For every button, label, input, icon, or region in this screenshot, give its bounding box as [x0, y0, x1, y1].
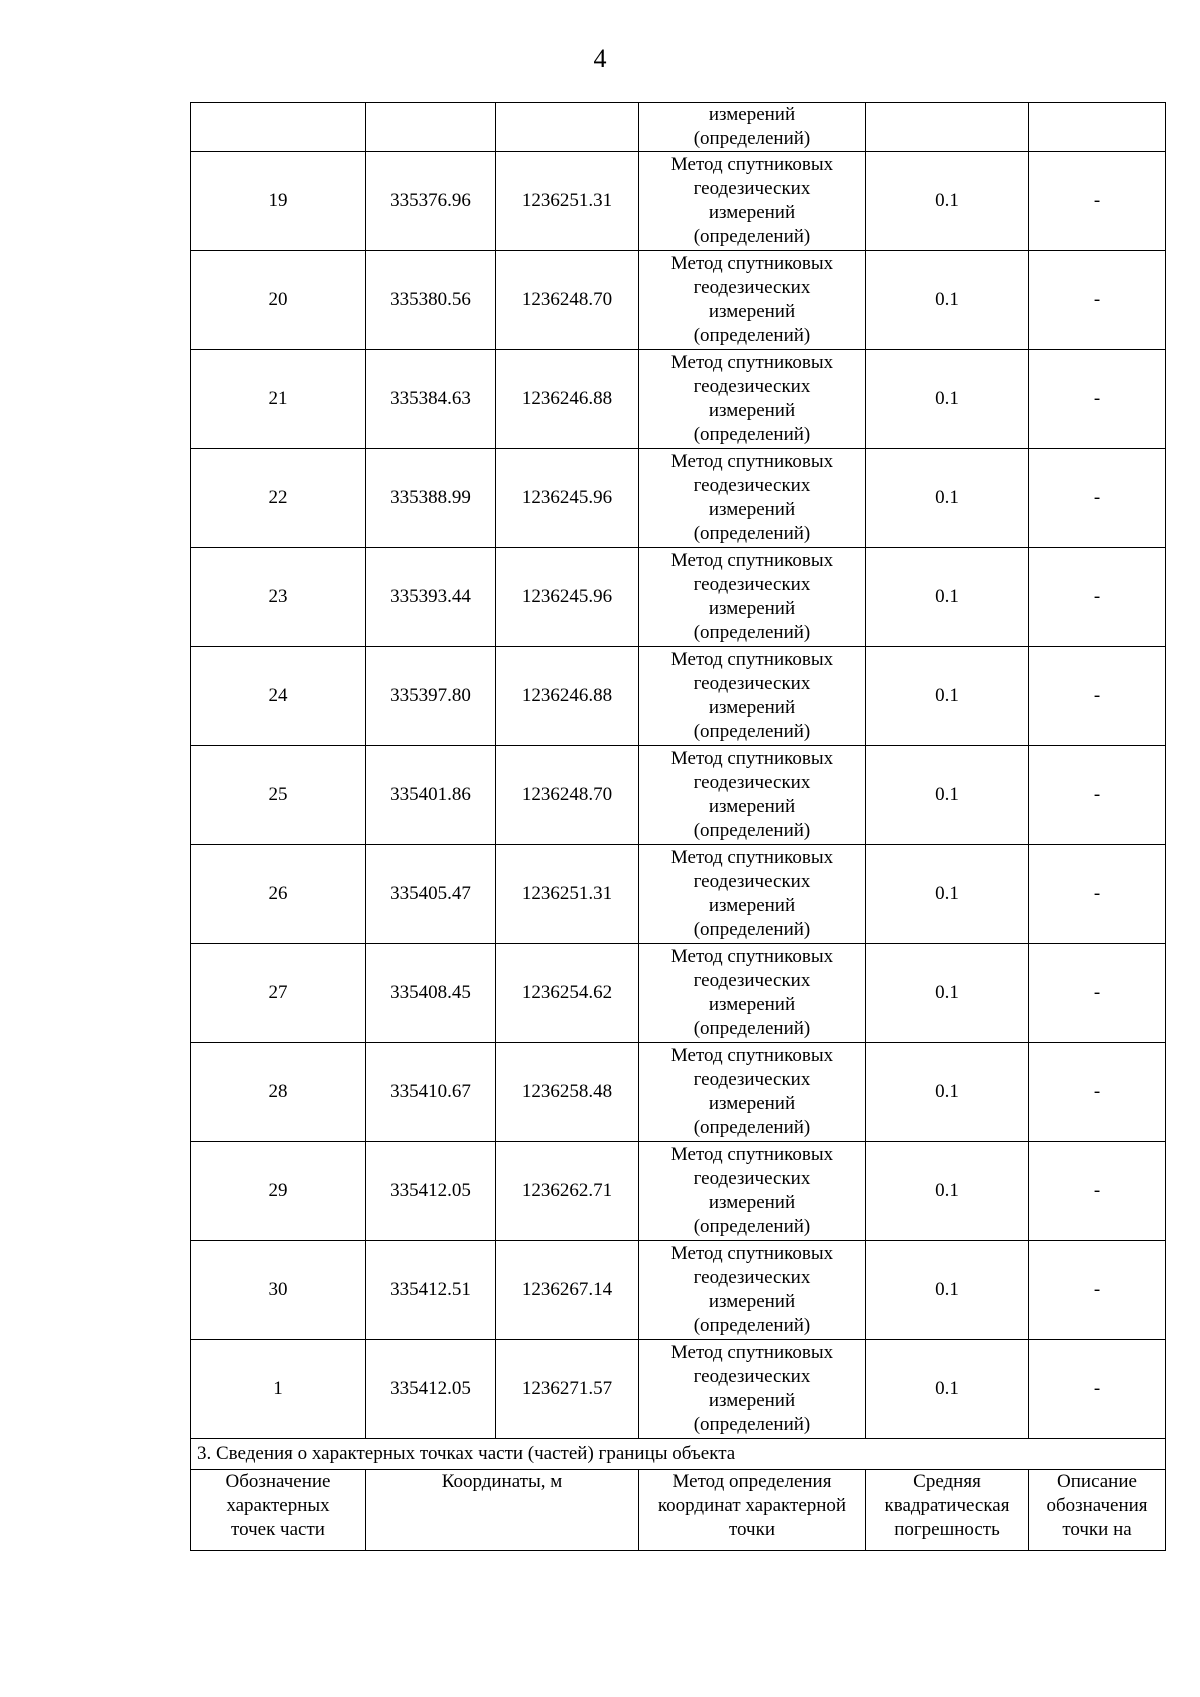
method-line: (определений): [693, 1315, 811, 1336]
method-line: геодезических: [693, 1168, 811, 1189]
header-error: [866, 1470, 1029, 1551]
table-row: [191, 350, 1166, 449]
cell-method: [639, 1241, 866, 1340]
cell-x: 335393.44: [366, 548, 496, 647]
cell-x: 335412.51: [366, 1241, 496, 1340]
method-line: измерений: [708, 104, 796, 125]
table-row: [191, 1340, 1166, 1439]
method-line: (определений): [693, 721, 811, 742]
table-row: [191, 251, 1166, 350]
header-line: погрешность: [894, 1519, 1000, 1540]
method-line: измерений: [708, 697, 796, 718]
table-row: [191, 152, 1166, 251]
method-line: геодезических: [693, 178, 811, 199]
cell-x: 335380.56: [366, 251, 496, 350]
method-line: (определений): [693, 1414, 811, 1435]
cell-error: 0.1: [866, 1043, 1029, 1142]
cell-method: [639, 845, 866, 944]
cell-number: 28: [191, 1043, 366, 1142]
method-line: Метод спутниковых: [670, 1342, 834, 1363]
method-line: измерений: [708, 1291, 796, 1312]
method-line: геодезических: [693, 970, 811, 991]
cell-x: 335397.80: [366, 647, 496, 746]
cell-y: 1236262.71: [496, 1142, 639, 1241]
table-row: [191, 548, 1166, 647]
method-line: (определений): [693, 128, 811, 149]
table-row: [191, 1241, 1166, 1340]
cell-number: 27: [191, 944, 366, 1043]
cell-method: [639, 1340, 866, 1439]
cell-number: 30: [191, 1241, 366, 1340]
header-line: обозначения: [1046, 1495, 1148, 1516]
cell-number: 21: [191, 350, 366, 449]
cell-description: -: [1029, 449, 1166, 548]
method-line: геодезических: [693, 871, 811, 892]
table-row-continued: [191, 103, 1166, 152]
header-designation: [191, 1470, 366, 1551]
header-line: точки на: [1062, 1519, 1132, 1540]
cell-x: 335384.63: [366, 350, 496, 449]
cell-number: 1: [191, 1340, 366, 1439]
method-line: измерений: [708, 301, 796, 322]
cell-error: 0.1: [866, 1241, 1029, 1340]
cell-description: -: [1029, 944, 1166, 1043]
cell-y: 1236245.96: [496, 449, 639, 548]
cell-method: [639, 350, 866, 449]
table-row: [191, 944, 1166, 1043]
method-line: Метод спутниковых: [670, 946, 834, 967]
method-line: геодезических: [693, 1069, 811, 1090]
cell-x: 335376.96: [366, 152, 496, 251]
method-line: Метод спутниковых: [670, 550, 834, 571]
cell-y: 1236271.57: [496, 1340, 639, 1439]
header-line: Координаты, м: [441, 1471, 563, 1492]
method-line: (определений): [693, 1216, 811, 1237]
header-line: точек части: [231, 1519, 325, 1540]
method-line: измерений: [708, 994, 796, 1015]
table-row: [191, 845, 1166, 944]
cell-x: 335412.05: [366, 1142, 496, 1241]
cell-error: [866, 103, 1029, 152]
method-line: измерений: [708, 400, 796, 421]
coordinates-table: [190, 102, 1166, 1551]
cell-y: 1236246.88: [496, 350, 639, 449]
cell-description: -: [1029, 746, 1166, 845]
section-3-header-row: [191, 1470, 1166, 1551]
method-line: геодезических: [693, 1366, 811, 1387]
cell-number: 22: [191, 449, 366, 548]
method-line: геодезических: [693, 772, 811, 793]
cell-x: 335405.47: [366, 845, 496, 944]
cell-x: 335401.86: [366, 746, 496, 845]
cell-description: -: [1029, 647, 1166, 746]
cell-description: -: [1029, 1142, 1166, 1241]
method-line: (определений): [693, 1018, 811, 1039]
method-line: измерений: [708, 796, 796, 817]
method-line: Метод спутниковых: [670, 1144, 834, 1165]
method-line: Метод спутниковых: [670, 451, 834, 472]
method-line: измерений: [708, 1093, 796, 1114]
cell-number: 23: [191, 548, 366, 647]
method-line: геодезических: [693, 376, 811, 397]
method-line: (определений): [693, 325, 811, 346]
cell-error: 0.1: [866, 1142, 1029, 1241]
cell-error: 0.1: [866, 449, 1029, 548]
table-row: [191, 449, 1166, 548]
cell-description: -: [1029, 1241, 1166, 1340]
header-method: [639, 1470, 866, 1551]
cell-number: 24: [191, 647, 366, 746]
table-row: [191, 647, 1166, 746]
cell-method: [639, 1043, 866, 1142]
method-line: Метод спутниковых: [670, 253, 834, 274]
header-line: квадратическая: [884, 1495, 1010, 1516]
cell-y: 1236248.70: [496, 251, 639, 350]
cell-method: [639, 251, 866, 350]
cell-error: 0.1: [866, 251, 1029, 350]
cell-error: 0.1: [866, 350, 1029, 449]
method-line: измерений: [708, 202, 796, 223]
cell-error: 0.1: [866, 746, 1029, 845]
cell-method: [639, 449, 866, 548]
cell-description: [1029, 103, 1166, 152]
table-row: [191, 746, 1166, 845]
cell-y: 1236267.14: [496, 1241, 639, 1340]
section-3-title: 3. Сведения о характерных точках части (частей) границы объекта: [191, 1439, 1166, 1470]
method-line: Метод спутниковых: [670, 352, 834, 373]
header-line: Метод определения: [672, 1471, 832, 1492]
cell-y: 1236246.88: [496, 647, 639, 746]
method-line: (определений): [693, 622, 811, 643]
cell-method: [639, 103, 866, 152]
cell-error: 0.1: [866, 548, 1029, 647]
header-line: Средняя: [913, 1471, 981, 1492]
method-line: геодезических: [693, 277, 811, 298]
method-line: измерений: [708, 895, 796, 916]
method-line: измерений: [708, 598, 796, 619]
cell-method: [639, 152, 866, 251]
cell-description: -: [1029, 1043, 1166, 1142]
header-coordinates: [366, 1470, 639, 1551]
cell-number: 26: [191, 845, 366, 944]
method-line: геодезических: [693, 673, 811, 694]
cell-method: [639, 1142, 866, 1241]
method-line: (определений): [693, 424, 811, 445]
cell-y: 1236258.48: [496, 1043, 639, 1142]
cell-method: [639, 647, 866, 746]
cell-x: 335412.05: [366, 1340, 496, 1439]
cell-description: -: [1029, 548, 1166, 647]
header-line: координат характерной: [657, 1495, 847, 1516]
cell-x: 335388.99: [366, 449, 496, 548]
cell-x: 335408.45: [366, 944, 496, 1043]
cell-y: [496, 103, 639, 152]
cell-description: -: [1029, 152, 1166, 251]
method-line: геодезических: [693, 475, 811, 496]
cell-number: [191, 103, 366, 152]
cell-error: 0.1: [866, 1340, 1029, 1439]
cell-error: 0.1: [866, 647, 1029, 746]
cell-x: 335410.67: [366, 1043, 496, 1142]
cell-description: -: [1029, 1340, 1166, 1439]
cell-y: 1236248.70: [496, 746, 639, 845]
cell-error: 0.1: [866, 845, 1029, 944]
section-title-row: [191, 1439, 1166, 1470]
table-row: [191, 1142, 1166, 1241]
method-line: (определений): [693, 919, 811, 940]
cell-y: 1236245.96: [496, 548, 639, 647]
header-description: [1029, 1470, 1166, 1551]
method-line: геодезических: [693, 1267, 811, 1288]
method-line: измерений: [708, 499, 796, 520]
cell-x: [366, 103, 496, 152]
header-line: точки: [728, 1519, 775, 1540]
cell-description: -: [1029, 251, 1166, 350]
method-line: (определений): [693, 1117, 811, 1138]
cell-error: 0.1: [866, 944, 1029, 1043]
method-line: Метод спутниковых: [670, 1045, 834, 1066]
cell-number: 19: [191, 152, 366, 251]
method-line: (определений): [693, 226, 811, 247]
cell-error: 0.1: [866, 152, 1029, 251]
header-line: характерных: [226, 1495, 330, 1516]
cell-y: 1236251.31: [496, 845, 639, 944]
method-line: Метод спутниковых: [670, 748, 834, 769]
cell-number: 20: [191, 251, 366, 350]
header-line: Описание: [1057, 1471, 1137, 1492]
cell-number: 29: [191, 1142, 366, 1241]
cell-method: [639, 548, 866, 647]
cell-method: [639, 746, 866, 845]
method-line: Метод спутниковых: [670, 649, 834, 670]
cell-y: 1236251.31: [496, 152, 639, 251]
method-line: геодезических: [693, 574, 811, 595]
method-line: (определений): [693, 523, 811, 544]
cell-method: [639, 944, 866, 1043]
header-line: Обозначение: [225, 1471, 331, 1492]
method-line: измерений: [708, 1192, 796, 1213]
method-line: измерений: [708, 1390, 796, 1411]
cell-description: -: [1029, 350, 1166, 449]
method-line: Метод спутниковых: [670, 1243, 834, 1264]
cell-number: 25: [191, 746, 366, 845]
page-number: 4: [593, 44, 607, 73]
table-row: [191, 1043, 1166, 1142]
method-line: (определений): [693, 820, 811, 841]
method-line: Метод спутниковых: [670, 154, 834, 175]
cell-description: -: [1029, 845, 1166, 944]
method-line: Метод спутниковых: [670, 847, 834, 868]
cell-y: 1236254.62: [496, 944, 639, 1043]
